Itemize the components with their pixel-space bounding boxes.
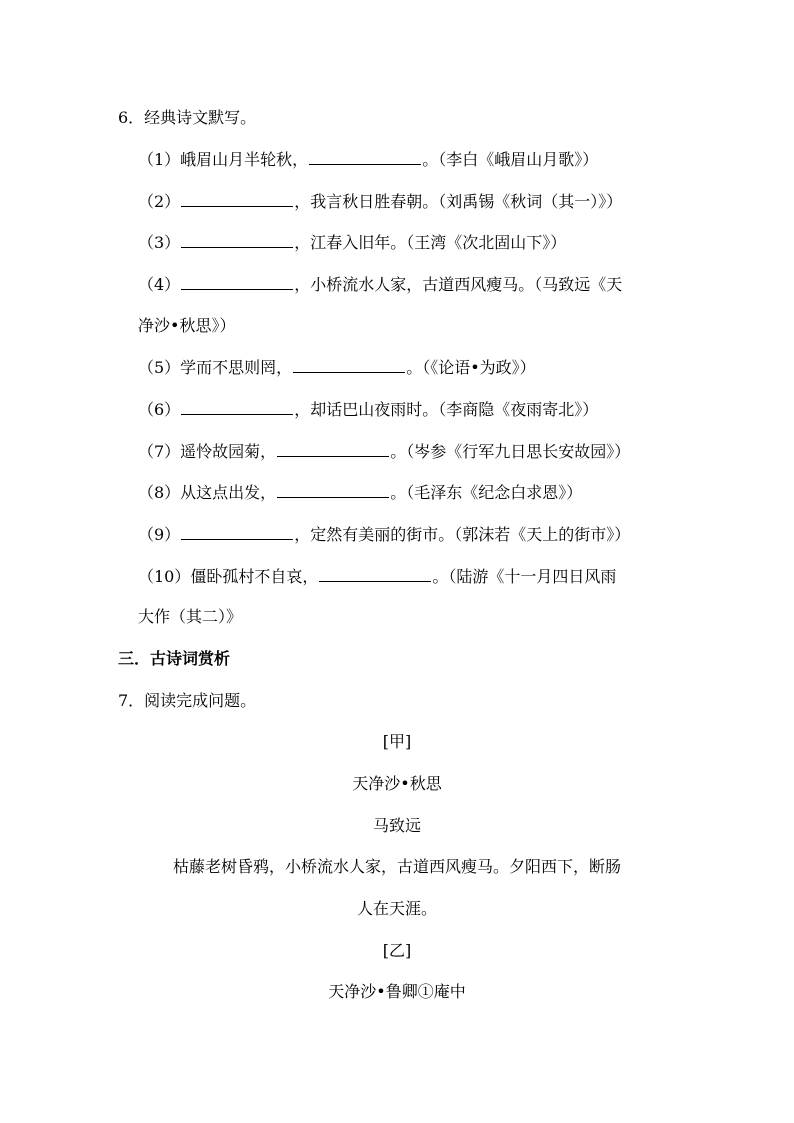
fill-item-6 bbox=[138, 398, 598, 420]
fill-item-prefix: （4） bbox=[138, 275, 181, 294]
section-heading: 三．古诗词赏析 bbox=[118, 649, 231, 668]
answer-blank[interactable] bbox=[181, 190, 293, 207]
poem-a-title: 天净沙•秋思 bbox=[352, 774, 442, 793]
fill-item-suffix: ，却话巴山夜雨时。（李商隐《夜雨寄北》） bbox=[294, 400, 599, 419]
fill-item-prefix: （9） bbox=[138, 525, 181, 544]
poem-a-text-line: 人在天涯。 bbox=[356, 899, 437, 918]
answer-blank[interactable] bbox=[277, 481, 389, 498]
answer-blank[interactable] bbox=[309, 148, 421, 165]
fill-item-suffix: ，定然有美丽的街市。（郭沫若《天上的街市》） bbox=[294, 525, 631, 544]
fill-item-suffix: 。（陆游《十一月四日风雨 bbox=[432, 567, 617, 586]
fill-item-prefix: （6） bbox=[138, 400, 181, 419]
fill-item-suffix: ，江春入旧年。（王湾《次北固山下》） bbox=[294, 233, 567, 252]
poem-b-label: [乙] bbox=[382, 941, 412, 960]
fill-item-prefix: （3） bbox=[138, 233, 181, 252]
fill-item-9 bbox=[138, 523, 630, 545]
question-7-title: 7．阅读完成问题。 bbox=[118, 691, 257, 710]
fill-item-8 bbox=[138, 481, 582, 503]
fill-item-7 bbox=[138, 440, 630, 462]
fill-item-4 bbox=[138, 273, 622, 295]
poem-b-title: 天净沙•鲁卿①庵中 bbox=[328, 982, 466, 1001]
answer-blank[interactable] bbox=[181, 273, 293, 290]
fill-item-prefix: （7）遥怜故园菊， bbox=[138, 442, 277, 461]
fill-item-suffix: 。（《论语•为政》） bbox=[406, 358, 536, 377]
poem-a-text-line: 枯藤老树昏鸦，小桥流水人家，古道西风瘦马。夕阳西下，断肠 bbox=[172, 857, 621, 876]
fill-item-suffix: 。（岑参《行军九日思长安故园》） bbox=[390, 442, 631, 461]
answer-blank[interactable] bbox=[319, 565, 431, 582]
fill-item-10-continuation: 大作（其二）》 bbox=[138, 607, 243, 626]
fill-item-prefix: （8）从这点出发， bbox=[138, 483, 277, 502]
poem-a-author: 马致远 bbox=[372, 816, 421, 835]
answer-blank[interactable] bbox=[293, 356, 405, 373]
question-6-title: 6．经典诗文默写。 bbox=[118, 108, 257, 127]
answer-blank[interactable] bbox=[181, 398, 293, 415]
answer-blank[interactable] bbox=[181, 523, 293, 540]
fill-item-prefix: （1）峨眉山月半轮秋， bbox=[138, 150, 309, 169]
fill-item-suffix: 。（毛泽东《纪念白求恩》） bbox=[390, 483, 583, 502]
fill-item-10 bbox=[138, 565, 616, 587]
answer-blank[interactable] bbox=[181, 231, 293, 248]
fill-item-4-continuation: 净沙•秋思》） bbox=[138, 316, 236, 335]
fill-item-suffix: ，我言秋日胜春朝。（刘禹锡《秋词（其一）》） bbox=[294, 192, 623, 211]
fill-item-5 bbox=[138, 356, 536, 378]
fill-item-1 bbox=[138, 148, 598, 170]
fill-item-suffix: 。（李白《峨眉山月歌》） bbox=[422, 150, 599, 169]
answer-blank[interactable] bbox=[277, 440, 389, 457]
fill-item-prefix: （2） bbox=[138, 192, 181, 211]
fill-item-suffix: ，小桥流水人家，古道西风瘦马。（马致远《天 bbox=[294, 275, 623, 294]
fill-item-prefix: （10）僵卧孤村不自哀， bbox=[138, 567, 319, 586]
fill-item-prefix: （5）学而不思则罔， bbox=[138, 358, 293, 377]
fill-item-3 bbox=[138, 231, 566, 253]
poem-a-label: [甲] bbox=[382, 732, 412, 751]
fill-item-2 bbox=[138, 190, 622, 212]
